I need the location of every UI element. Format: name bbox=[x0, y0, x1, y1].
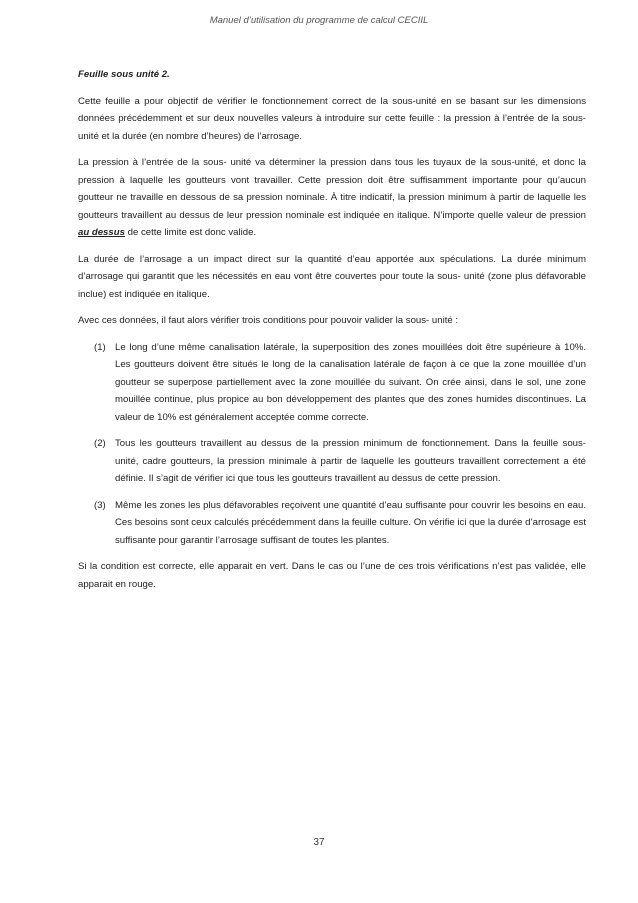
page-content bbox=[78, 66, 586, 602]
section-title: Feuille sous unité 2. bbox=[78, 69, 170, 80]
pressure-paragraph bbox=[78, 154, 586, 242]
condition-item-1 bbox=[78, 339, 586, 427]
page-number: 37 bbox=[313, 837, 325, 848]
page-header: Manuel d’utilisation du programme de calcul CECIIL bbox=[209, 15, 429, 26]
condition-text: Le long d’une même canalisation latérale, la superposition des zones mouillées doit être supérieure à 10%. Les goutteurs doivent être situés le long de la canalisation latérale de façon à ce que la zone mouillée d’un goutteur se superpose partiellement avec la zone mouillée du suivant. On crée ainsi, dans le sol, une zone mouillée continue, plus propice au bon développement des plantes que des zones humides discontinues. La valeur de 10% est généralement acceptée comme correcte. bbox=[115, 341, 586, 423]
pressure-text-before: La pression à l’entrée de la sous- unité va déterminer la pression dans tous les tuyaux de la sous-unité, et donc la pression à laquelle les goutteurs vont travailler. Cette pression doit être suffisamment importante pour qu’aucun goutteur ne travaille en dessous de sa pression nominale. À titre indicatif, la pression minimum à partir de laquelle les goutteurs travaillent au dessus de leur pression nominale est indiquée en italique. N’importe quelle valeur de pression bbox=[78, 157, 586, 221]
condition-number: (1) bbox=[94, 341, 106, 353]
duration-paragraph: La durée de l’arrosage a un impact direct sur la quantité d’eau apportée aux spéculations. La durée minimum d’arrosage qui garantit que les nécessités en eau vont être couvertes pour toute la sous- unité (zone plus défavorable inclue) est indiquée en italique. bbox=[78, 253, 586, 300]
condition-text: Tous les goutteurs travaillent au dessus de la pression minimum de fonctionnement. Dans la feuille sous- unité, cadre goutteurs, la pression minimale à partir de laquelle les goutteurs travaillent correctement a été définie. Il s’agit de vérifier ici que tous les goutteurs travaillent au dessus de cette pression. bbox=[115, 438, 586, 484]
condition-item-2 bbox=[78, 435, 586, 488]
condition-item-3 bbox=[78, 497, 586, 550]
pressure-emphasis: au dessus bbox=[78, 227, 125, 238]
condition-text: Même les zones les plus défavorables reçoivent une quantité d’eau suffisante pour couvrir les besoins en eau. Ces besoins sont ceux calculés précédemment dans la feuille culture. On vérifie ici que la durée d’arrosage est suffisante pour garantir l’arrosage suffisant de toutes les plantes. bbox=[115, 499, 586, 546]
conditions-intro: Avec ces données, il faut alors vérifier trois conditions pour pouvoir valider la sous- unité : bbox=[78, 315, 459, 326]
pressure-text-after: de cette limite est donc valide. bbox=[124, 227, 257, 238]
condition-number: (3) bbox=[94, 499, 106, 511]
intro-paragraph: Cette feuille a pour objectif de vérifier le fonctionnement correct de la sous-unité en se basant sur les dimensions données précédemment et sur deux nouvelles valeurs à introduire sur cette feuille : la pression à l’entrée de la sous- unité et la durée (en nombre d’heures) de l’arrosage. bbox=[78, 95, 586, 142]
condition-number: (2) bbox=[94, 438, 106, 449]
conclusion-paragraph: Si la condition est correcte, elle apparait en vert. Dans le cas ou l’une de ces trois vérifications n’est pas validée, elle apparait en rouge. bbox=[78, 561, 586, 590]
